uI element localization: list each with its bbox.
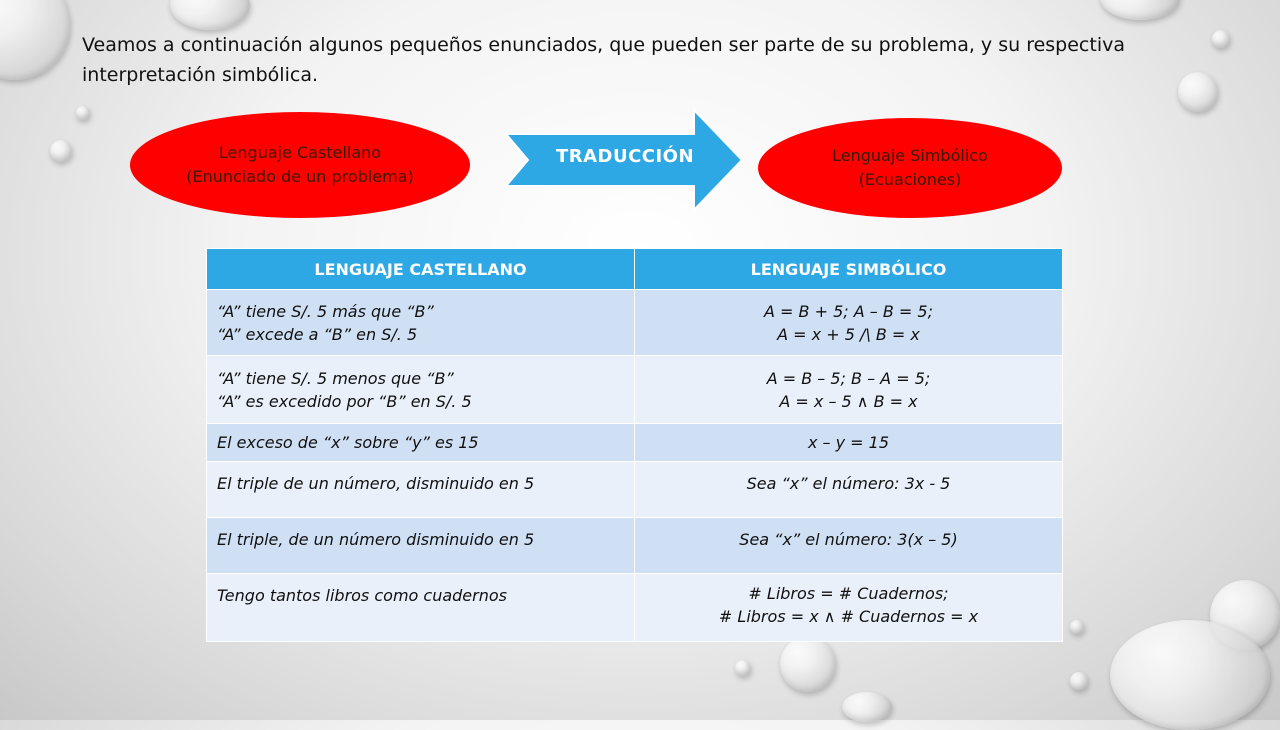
water-drop — [1070, 620, 1084, 634]
left-oval-castellano — [130, 112, 470, 218]
right-oval-title: Lenguaje Simbólico — [832, 146, 988, 165]
intro-text: Veamos a continuación algunos pequeños enunciados, que pueden ser parte de su problema, y su respectiva interpretación simbólica. — [82, 34, 1125, 86]
water-drop — [50, 140, 72, 162]
cell-line: El triple, de un número disminuido en 5 — [217, 530, 535, 549]
cell-line: A = B + 5; A – B = 5; — [764, 301, 933, 321]
cell-line: El triple de un número, disminuido en 5 — [217, 474, 535, 493]
cell-castellano — [207, 424, 635, 462]
water-drop — [1110, 620, 1270, 730]
cell-line: A = x – 5 ∧ B = x — [779, 391, 918, 411]
table-row — [207, 574, 1063, 642]
cell-line: “A” excede a “B” en S/. 5 — [217, 324, 418, 344]
left-oval-title: Lenguaje Castellano — [218, 143, 382, 162]
header-castellano: LENGUAJE CASTELLANO — [207, 249, 635, 290]
cell-castellano — [207, 356, 635, 424]
cell-line: x – y = 15 — [807, 433, 890, 452]
cell-line: “A” tiene S/. 5 menos que “B” — [217, 368, 454, 388]
cell-line: Tengo tantos libros como cuadernos — [217, 586, 507, 605]
table-row — [207, 356, 1063, 424]
water-drop — [1070, 672, 1088, 690]
cell-line: El exceso de “x” sobre “y” es 15 — [217, 433, 479, 452]
right-oval-subtitle: (Ecuaciones) — [858, 170, 962, 189]
cell-line: # Libros = x ∧ # Cuadernos = x — [718, 607, 979, 626]
cell-castellano — [207, 290, 635, 356]
cell-line: Sea “x” el número: 3(x – 5) — [739, 530, 958, 549]
cell-line: # Libros = # Cuadernos; — [748, 584, 949, 603]
left-oval-subtitle: (Enunciado de un problema) — [186, 167, 414, 186]
header-simbolico: LENGUAJE SIMBÓLICO — [635, 249, 1063, 290]
cell-line: “A” tiene S/. 5 más que “B” — [217, 301, 434, 321]
cell-simbolico — [635, 574, 1063, 642]
translation-table — [206, 248, 1063, 642]
water-drop — [0, 0, 70, 80]
table-row — [207, 290, 1063, 356]
cell-line: Sea “x” el número: 3x - 5 — [746, 474, 951, 493]
cell-castellano — [207, 518, 635, 574]
water-drop — [842, 692, 892, 722]
table-row — [207, 424, 1063, 462]
water-drop — [780, 636, 836, 692]
water-drop — [1100, 0, 1180, 20]
table-header-row — [207, 249, 1063, 290]
cell-line: A = B – 5; B – A = 5; — [766, 368, 931, 388]
water-drop — [1212, 30, 1230, 48]
cell-simbolico — [635, 462, 1063, 518]
cell-line: “A” es excedido por “B” en S/. 5 — [217, 391, 472, 411]
cell-castellano — [207, 574, 635, 642]
water-drop — [735, 660, 751, 676]
cell-line: A = x + 5 /\ B = x — [777, 324, 920, 344]
translation-label: TRADUCCIÓN — [555, 146, 695, 167]
water-drop — [76, 106, 90, 120]
cell-castellano — [207, 462, 635, 518]
cell-simbolico — [635, 290, 1063, 356]
cell-simbolico — [635, 424, 1063, 462]
cell-simbolico — [635, 518, 1063, 574]
table-row — [207, 462, 1063, 518]
water-drop — [170, 0, 250, 30]
cell-simbolico — [635, 356, 1063, 424]
right-oval-simbolico — [758, 118, 1062, 218]
table-row — [207, 518, 1063, 574]
